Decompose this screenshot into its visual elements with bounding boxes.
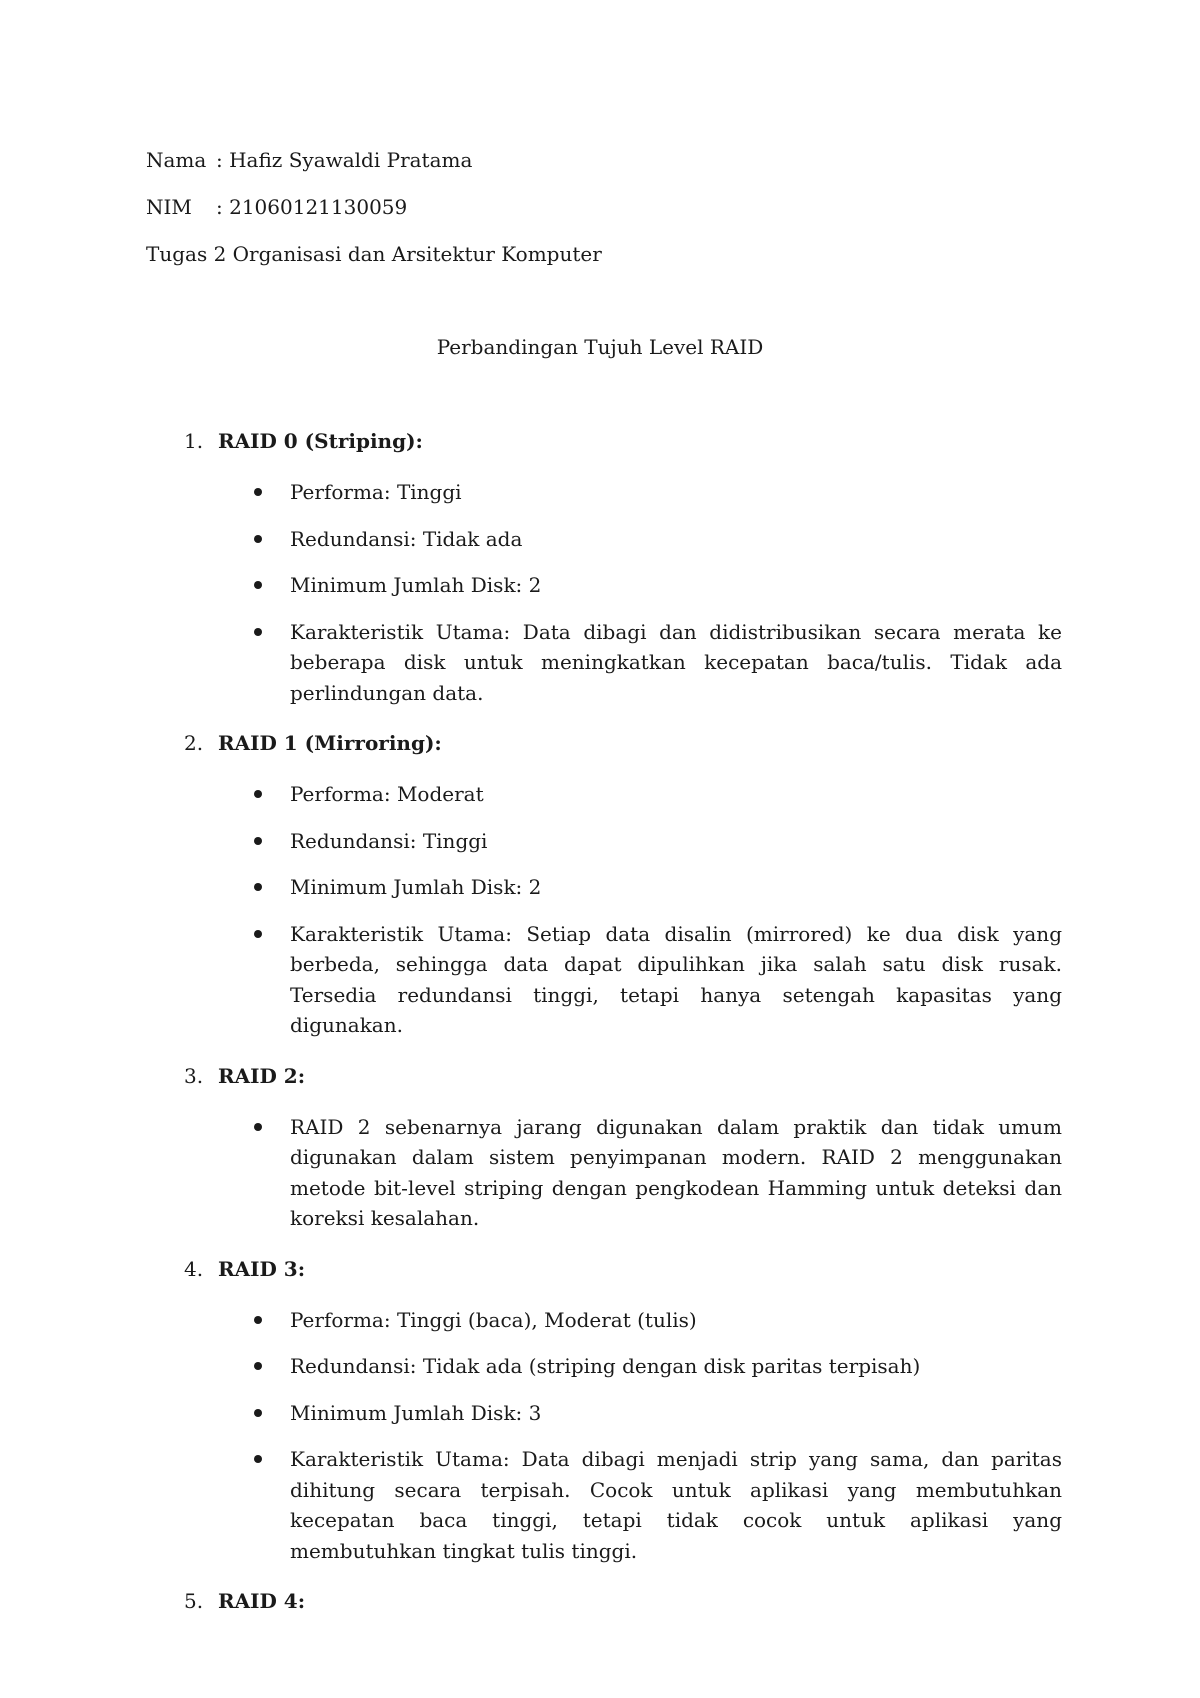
raid-level-title: RAID 0 (Striping): [218,429,423,453]
nim-label: NIM [146,195,192,219]
bullet-icon [254,883,262,891]
raid-level-heading [0,431,1200,451]
raid-detail-text: Redundansi: Tidak ada [290,526,523,551]
nim-value: : 21060121130059 [216,195,408,219]
list-number: 1. [184,429,204,453]
student-id-line [146,197,407,217]
list-number: 3. [184,1063,204,1088]
raid-detail-text: Performa: Moderat [290,782,484,806]
raid-detail-text: Karakteristik Utama: Data dibagi dan didistribusikan secara merata ke beberapa disk untuk meningkatkan kecepatan baca/tulis. Tidak ada perlindungan data. [290,619,1062,705]
raid-detail-text: Redundansi: Tidak ada (striping dengan disk paritas terpisah) [290,1354,921,1378]
bullet-icon [254,837,262,845]
raid-detail-item [0,617,1062,709]
assignment-line: Tugas 2 Organisasi dan Arsitektur Komputer [146,242,602,266]
raid-detail-text: Redundansi: Tinggi [290,828,488,853]
raid-level-title: RAID 2: [218,1063,306,1088]
raid-level-title: RAID 3: [218,1256,306,1281]
raid-detail-item [0,919,1062,1041]
bullet-icon [254,535,262,543]
raid-detail-item [0,826,1062,857]
raid-level-item [0,1063,1200,1234]
raid-detail-item [0,570,1062,601]
raid-detail-item [0,1351,1062,1382]
student-name-line [146,150,472,170]
raid-level-title: RAID 4: [218,1589,306,1613]
raid-level-list [0,431,1200,1636]
bullet-icon [254,790,262,798]
raid-detail-text: Performa: Tinggi (baca), Moderat (tulis) [290,1307,697,1332]
raid-detail-text: Karakteristik Utama: Setiap data disalin (mirrored) ke dua disk yang berbeda, sehingga data dapat dipulihkan jika salah satu disk rusak. Tersedia redundansi tinggi, tetapi hanya setengah kapasitas yang digunakan. [290,921,1062,1037]
bullet-icon [254,1362,262,1370]
raid-level-item [0,733,1200,1041]
document-title: Perbandingan Tujuh Level RAID [436,335,764,359]
raid-detail-item [0,779,1062,810]
bullet-icon [254,1409,262,1417]
bullet-icon [254,1123,262,1131]
raid-detail-list [0,1112,1200,1234]
raid-detail-list [0,477,1200,708]
list-number: 2. [184,731,204,755]
raid-level-item [0,1256,1200,1567]
raid-level-item [0,431,1200,708]
raid-level-item [0,1591,1200,1636]
list-number: 5. [184,1589,204,1613]
raid-detail-item [0,1112,1062,1234]
raid-detail-text: Minimum Jumlah Disk: 2 [290,875,542,899]
raid-level-heading [0,733,1200,753]
raid-detail-text: Performa: Tinggi [290,480,462,504]
raid-detail-item [0,524,1062,555]
raid-detail-item [0,1444,1062,1566]
bullet-icon [254,581,262,589]
raid-detail-list [0,1305,1200,1567]
raid-detail-list [0,779,1200,1041]
raid-level-heading [0,1591,1200,1611]
bullet-icon [254,488,262,496]
raid-level-heading [0,1256,1200,1281]
raid-detail-item [0,1398,1062,1429]
raid-detail-item [0,1305,1062,1336]
raid-detail-item [0,477,1062,508]
raid-level-title: RAID 1 (Mirroring): [218,731,442,755]
raid-detail-text: Minimum Jumlah Disk: 3 [290,1400,542,1425]
bullet-icon [254,930,262,938]
raid-detail-text: RAID 2 sebenarnya jarang digunakan dalam praktik dan tidak umum digunakan dalam sistem penyimpanan modern. RAID 2 menggunakan metode bit-level striping dengan pengkodean Hamming untuk deteksi dan koreksi kesalahan. [290,1114,1062,1230]
bullet-icon [254,628,262,636]
name-value: : Hafiz Syawaldi Pratama [216,148,473,172]
bullet-icon [254,1455,262,1463]
name-label: Nama [146,148,207,172]
raid-detail-text: Minimum Jumlah Disk: 2 [290,573,542,597]
raid-detail-text: Karakteristik Utama: Data dibagi menjadi strip yang sama, dan paritas dihitung secara terpisah. Cocok untuk aplikasi yang membutuhkan kecepatan baca tinggi, tetapi tidak cocok untuk aplikasi yang membutuhkan tingkat tulis tinggi. [290,1447,1062,1563]
raid-detail-item [0,872,1062,903]
list-number: 4. [184,1256,204,1281]
bullet-icon [254,1316,262,1324]
raid-level-heading [0,1063,1200,1088]
